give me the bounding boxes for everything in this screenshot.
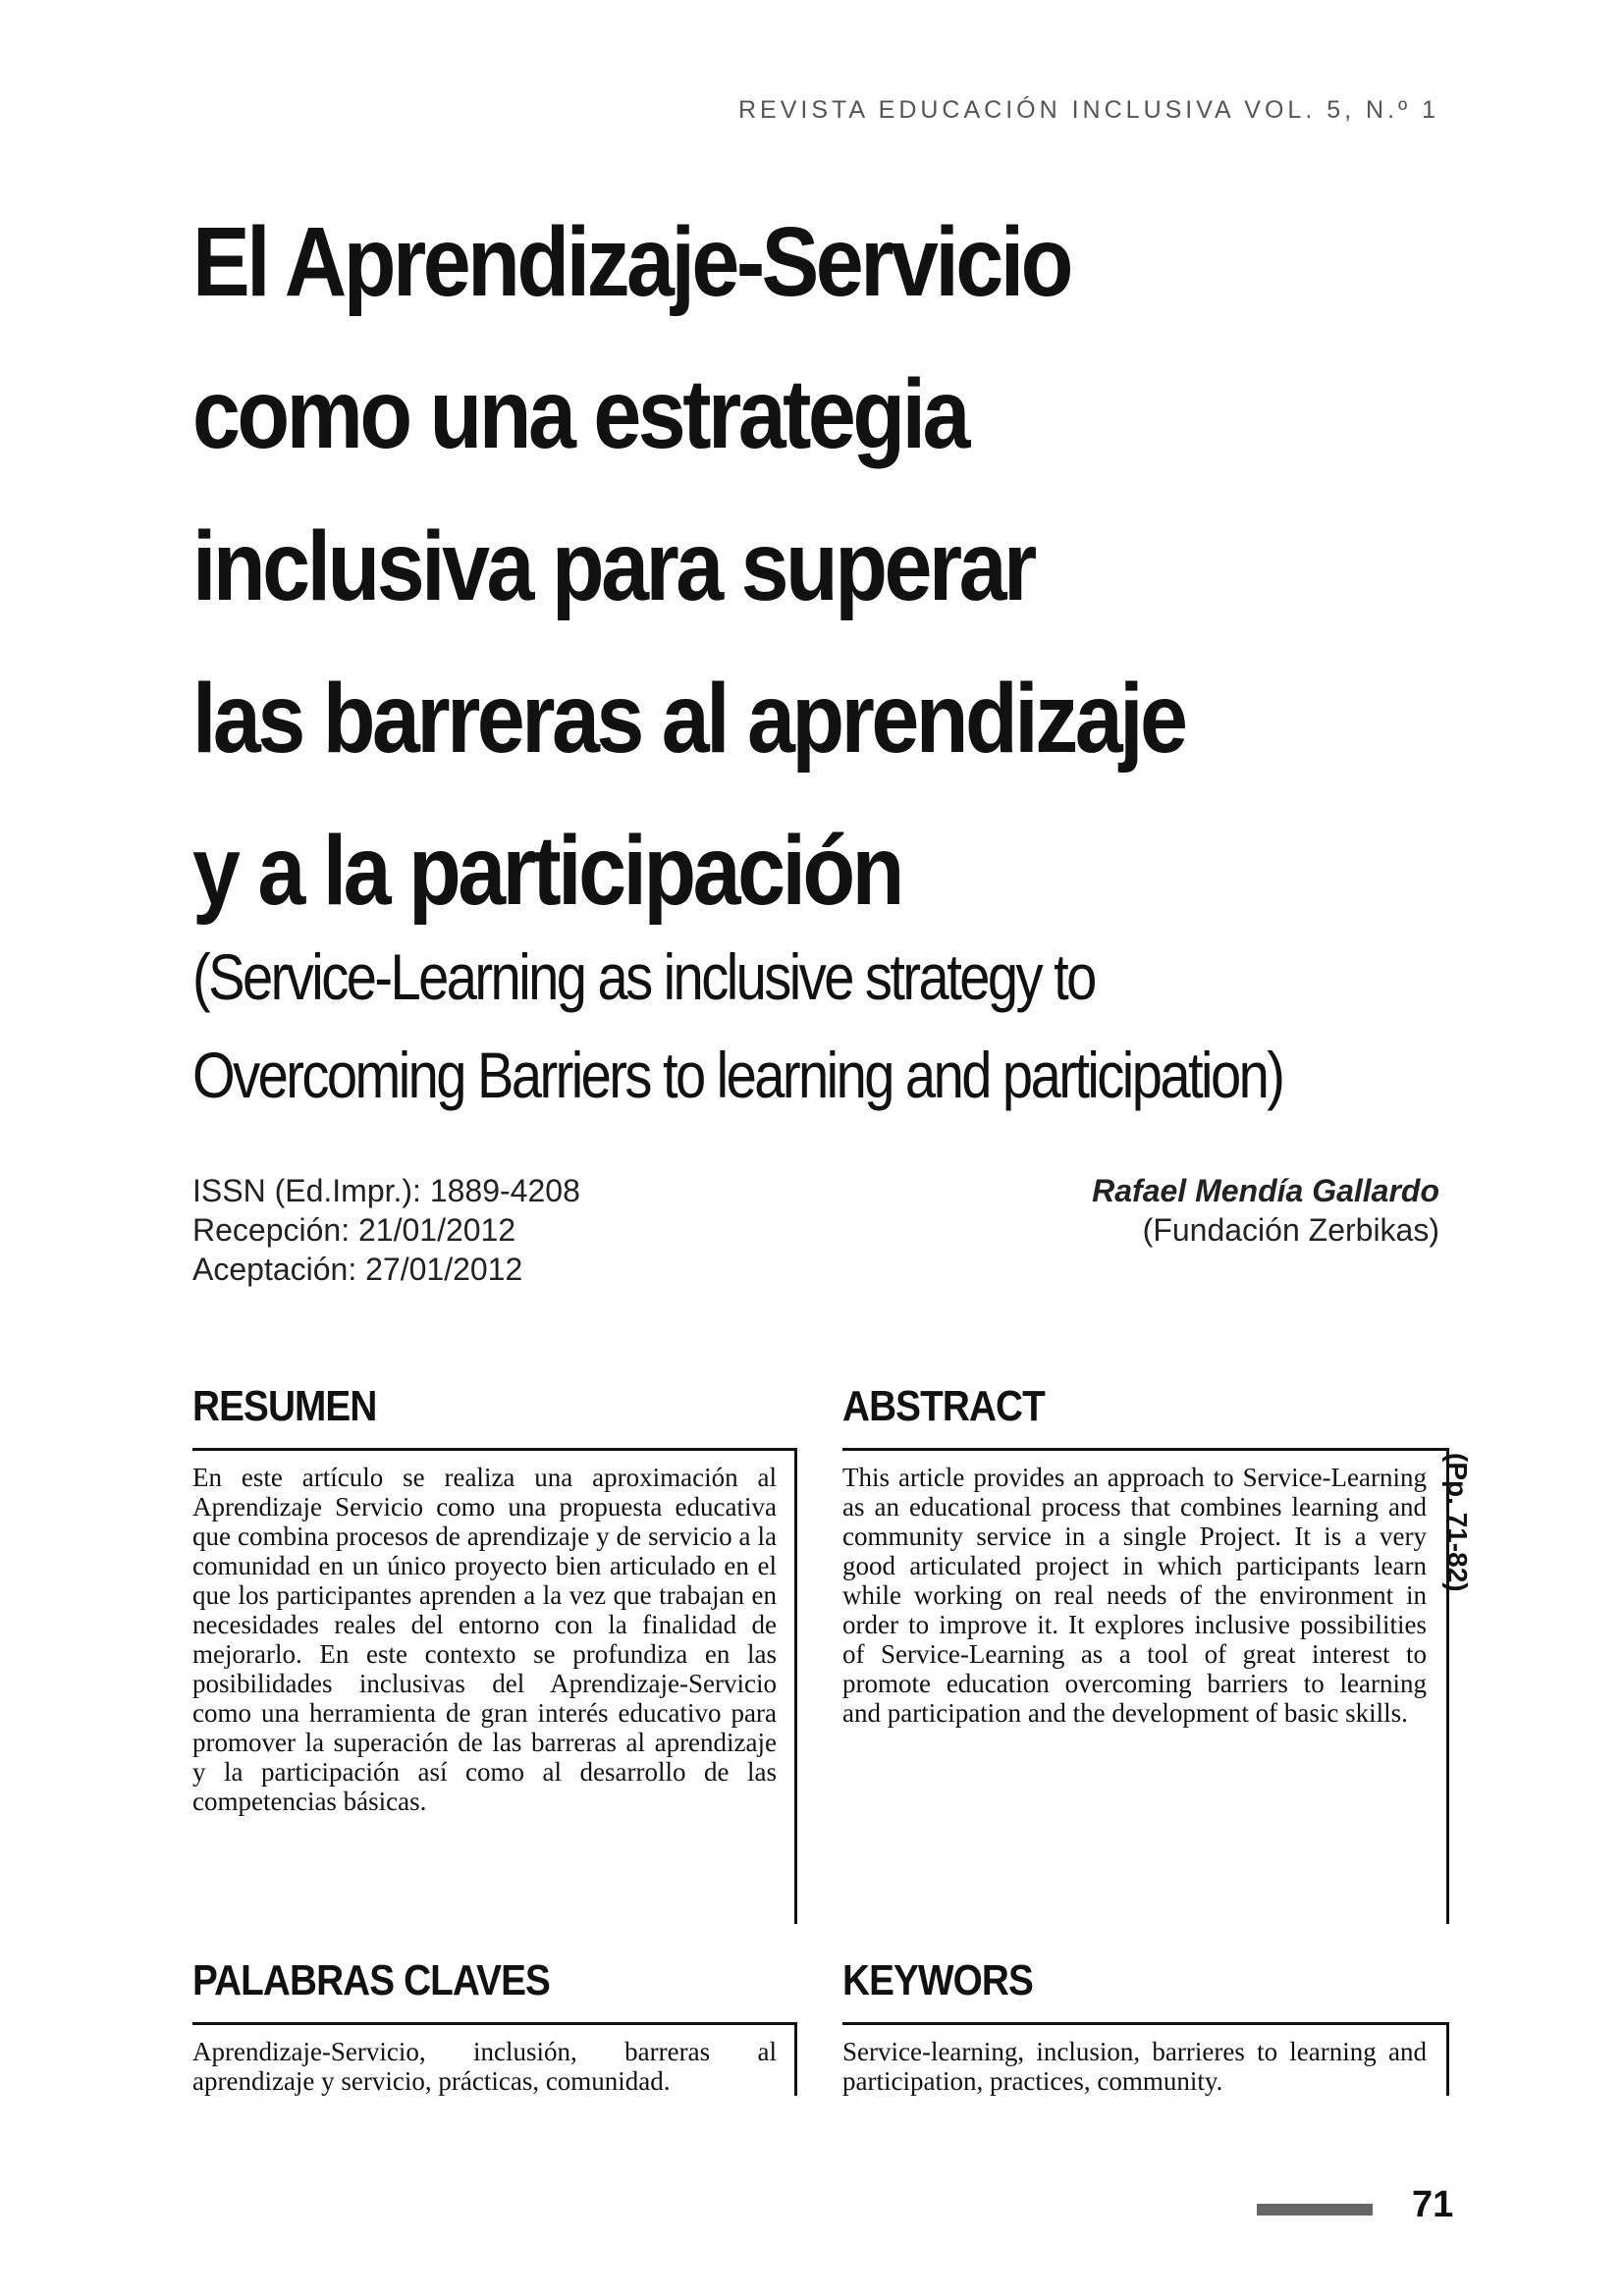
page-bar [1257, 2204, 1373, 2216]
palabras-rule [192, 2022, 797, 2025]
publication-meta [192, 1171, 580, 1289]
palabras-text: Aprendizaje-Servicio, inclusión, barreras al aprendizaje y servicio, prácticas, comunidad. [192, 2037, 777, 2096]
resumen-rule [192, 1448, 797, 1451]
subtitle-line: (Service-Learning as inclusive strategy to [192, 940, 1095, 1013]
palabras-border [794, 2022, 797, 2096]
journal-header: REVISTA EDUCACIÓN INCLUSIVA VOL. 5, N.º 1 [737, 96, 1439, 124]
title-line: inclusiva para superar [192, 511, 1034, 621]
resumen-heading: RESUMEN [192, 1382, 377, 1430]
author-block [1092, 1171, 1439, 1250]
resumen-text: En este artículo se realiza una aproximación al Aprendizaje Servicio como una propuesta educativa que combina procesos de aprendizaje y de servicio a la comunidad en un único proyecto bien articulado en el que los participantes aprenden a la vez que trabajan en necesidades reales del entorno con la finalidad de mejorarlo. En este contexto se profundiza en las posibilidades inclusivas del Aprendizaje-Servicio como una herramienta de gran interés educativo para promover la superación de las barreras al aprendizaje y la participación así como al desarrollo de las competencias básicas. [192, 1463, 777, 1816]
author-affiliation: (Fundación Zerbikas) [1142, 1212, 1439, 1248]
keywords-heading: KEYWORS [842, 1956, 1033, 2004]
title-line: las barreras al aprendizaje [192, 664, 1185, 774]
keywords-border [1446, 2022, 1449, 2096]
keywords-text: Service-learning, inclusion, barrieres to learning and participation, practices, community. [842, 2037, 1427, 2096]
title-line: El Aprendizaje-Servicio [192, 207, 1070, 317]
abstract-heading: ABSTRACT [842, 1382, 1045, 1430]
palabras-heading: PALABRAS CLAVES [192, 1956, 550, 2004]
page-range: (Pp. 71-82) [1442, 1453, 1473, 1592]
page-number: 71 [1412, 2184, 1454, 2225]
subtitle-line: Overcoming Barriers to learning and participation) [192, 1039, 1283, 1111]
author-name: Rafael Mendía Gallardo [1092, 1173, 1439, 1208]
resumen-border [794, 1448, 797, 1924]
abstract-rule [842, 1448, 1449, 1451]
reception-date: Recepción: 21/01/2012 [192, 1212, 516, 1248]
title-line: y a la participación [192, 816, 901, 926]
title-line: como una estrategia [192, 359, 967, 469]
issn: ISSN (Ed.Impr.): 1889-4208 [192, 1173, 580, 1208]
article-subtitle [192, 928, 1469, 1124]
article-title [192, 187, 1469, 947]
abstract-text: This article provides an approach to Service-Learning as an educational process that combines learning and community service in a single Project. It is a very good articulated project in which participants learn while working on real needs of the environment in order to improve it. It explores inclusive possibilities of Service-Learning as a tool of great interest to promote education overcoming barriers to learning and participation and the development of basic skills. [842, 1463, 1427, 1728]
acceptance-date: Aceptación: 27/01/2012 [192, 1252, 523, 1287]
keywords-rule [842, 2022, 1449, 2025]
